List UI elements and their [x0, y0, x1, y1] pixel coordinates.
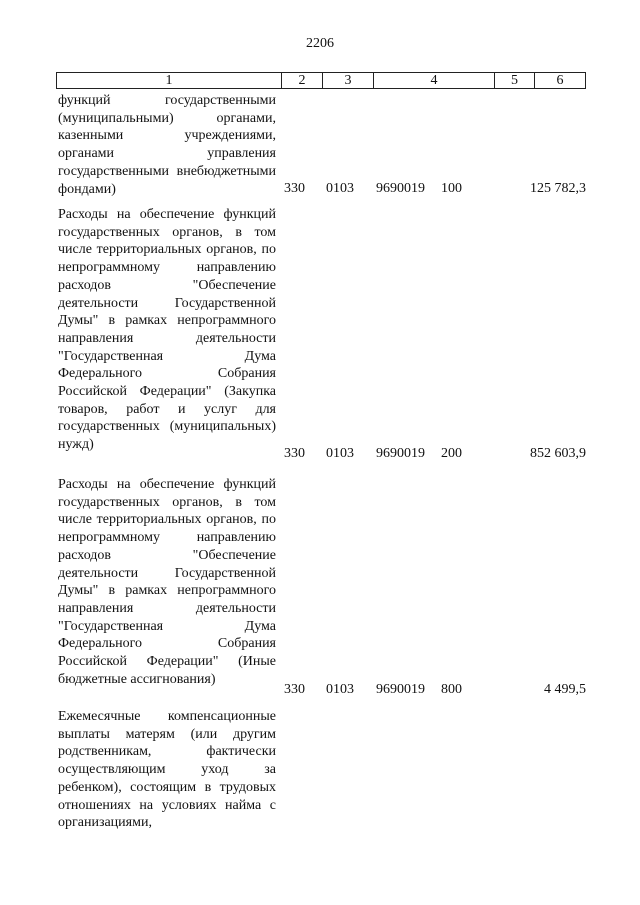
row-expense-type: 200: [441, 446, 462, 461]
row-description: Расходы на обеспечение функций государственных органов, в том числе территориальных органов, по непрограммному направлению расходов "Обеспечение деятельности Государственной Думы" в рамках непрограммного направления деятельности "Государственная Дума Федерального Собрания Российской Федерации" (Закупка товаров, работ и услуг для государственных (муниципальных) нужд): [58, 207, 276, 453]
header-col-2: 2: [281, 73, 322, 88]
header-col-3: 3: [322, 73, 373, 88]
header-col-5: 5: [494, 73, 534, 88]
row-section: 0103: [326, 682, 354, 697]
header-col-4: 4: [373, 73, 494, 88]
table-row: [58, 708, 588, 848]
row-target-article: 9690019: [376, 682, 425, 697]
row-gr: 330: [284, 446, 305, 461]
row-description: функций государственными (муниципальными) органами, казенными учреждениями, органами управления государственными внебюджетными фондами): [58, 93, 276, 197]
row-expense-type: 100: [441, 181, 462, 196]
table-row: [58, 206, 588, 466]
row-target-article: 9690019: [376, 181, 425, 196]
row-amount: 4 499,5: [544, 682, 586, 697]
header-col-6: 6: [534, 73, 585, 88]
header-col-1: 1: [165, 73, 173, 88]
row-description: Расходы на обеспечение функций государственных органов, в том числе территориальных органов, по непрограммному направлению расходов "Обеспечение деятельности Государственной Думы" в рамках непрограммного направления деятельности "Государственная Дума Федерального Собрания Российской Федерации" (Иные бюджетные ассигнования): [58, 477, 276, 687]
row-gr: 330: [284, 181, 305, 196]
table-row: [58, 476, 588, 706]
row-target-article: 9690019: [376, 446, 425, 461]
row-gr: 330: [284, 682, 305, 697]
row-description: Ежемесячные компенсационные выплаты матерям (или другим родственникам, фактически осуществляющим уход за ребенком), состоящим в трудовых отношениях на условиях найма с организациями,: [58, 709, 276, 831]
table-row: [58, 92, 588, 198]
row-expense-type: 800: [441, 682, 462, 697]
row-amount: 125 782,3: [530, 181, 586, 196]
row-amount: 852 603,9: [530, 446, 586, 461]
page-number: 2206: [306, 36, 334, 51]
table-header-row: [56, 72, 586, 89]
row-section: 0103: [326, 446, 354, 461]
row-section: 0103: [326, 181, 354, 196]
